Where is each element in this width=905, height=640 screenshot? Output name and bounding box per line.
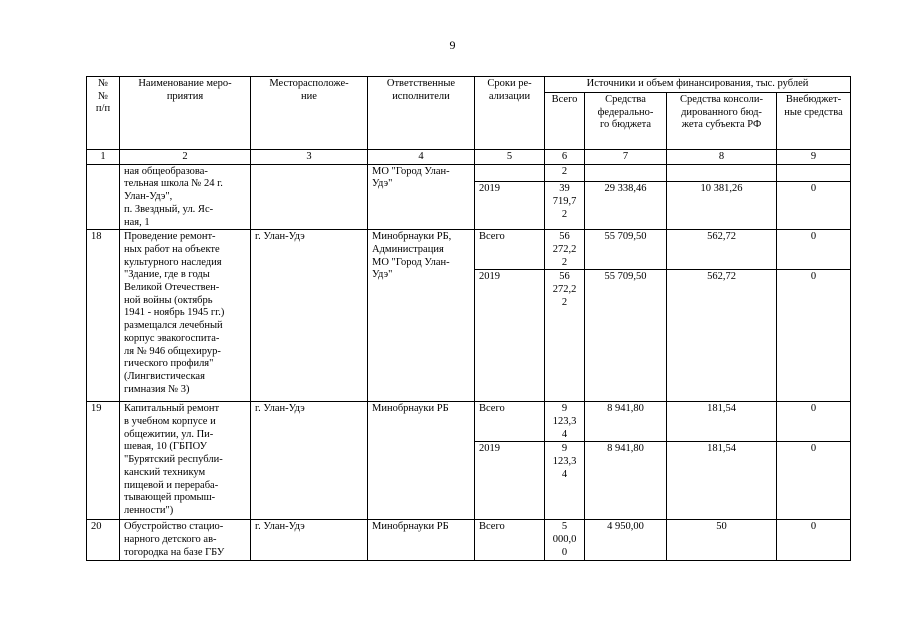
header-row-1 — [87, 77, 851, 93]
column-number: 1 — [87, 150, 120, 165]
column-number-row — [87, 150, 851, 165]
row-total: 56 272,2 2 — [545, 270, 585, 402]
row-location: г. Улан-Удэ — [251, 230, 368, 402]
row-total: 5 000,0 0 — [545, 520, 585, 560]
table-row — [87, 230, 851, 270]
column-number: 4 — [368, 150, 475, 165]
column-number: 8 — [667, 150, 777, 165]
row-location — [251, 164, 368, 230]
row-total: 2 — [545, 164, 585, 182]
column-number: 9 — [777, 150, 851, 165]
row-federal: 8 941,80 — [585, 402, 667, 442]
row-num: 20 — [87, 520, 120, 560]
row-num: 18 — [87, 230, 120, 402]
row-total: 9 123,3 4 — [545, 442, 585, 520]
row-name: ная общеобразова- тельная школа № 24 г. Улан-Удэ", п. Звездный, ул. Яс- ная, 1 — [120, 164, 251, 230]
column-number: 6 — [545, 150, 585, 165]
header-consolidated: Средства консоли- дированного бюд- жета субъекта РФ — [667, 93, 777, 150]
row-consolidated — [667, 164, 777, 182]
row-extra: 0 — [777, 230, 851, 270]
table-row — [87, 520, 851, 560]
table-row — [87, 164, 851, 182]
header-sources: Источники и объем финансирования, тыс. рублей — [545, 77, 851, 93]
row-executors: Минобрнауки РБ — [368, 520, 475, 560]
row-total: 39 719,7 2 — [545, 182, 585, 230]
financing-table — [86, 76, 851, 561]
row-executors: Минобрнауки РБ — [368, 402, 475, 520]
row-extra: 0 — [777, 270, 851, 402]
row-num: 19 — [87, 402, 120, 520]
row-consolidated: 562,72 — [667, 270, 777, 402]
header-location: Месторасположе- ние — [251, 77, 368, 150]
row-consolidated: 10 381,26 — [667, 182, 777, 230]
row-federal: 4 950,00 — [585, 520, 667, 560]
column-number: 2 — [120, 150, 251, 165]
header-total: Всего — [545, 93, 585, 150]
row-executors: Минобрнауки РБ, Администрация МО "Город Улан- Удэ" — [368, 230, 475, 402]
row-extra: 0 — [777, 402, 851, 442]
row-term: 2019 — [475, 270, 545, 402]
page-number: 9 — [449, 38, 456, 52]
row-term: Всего — [475, 230, 545, 270]
row-location: г. Улан-Удэ — [251, 520, 368, 560]
header-executors: Ответственные исполнители — [368, 77, 475, 150]
header-terms: Сроки ре- ализации — [475, 77, 545, 150]
column-number: 3 — [251, 150, 368, 165]
row-consolidated: 562,72 — [667, 230, 777, 270]
row-term: Всего — [475, 520, 545, 560]
row-federal: 55 709,50 — [585, 270, 667, 402]
row-extra: 0 — [777, 182, 851, 230]
column-number: 7 — [585, 150, 667, 165]
row-term: 2019 — [475, 182, 545, 230]
row-term: 2019 — [475, 442, 545, 520]
header-federal: Средства федерально- го бюджета — [585, 93, 667, 150]
row-extra: 0 — [777, 520, 851, 560]
row-name: Капитальный ремонт в учебном корпусе и общежитии, ул. Пи- шевая, 10 (ГБПОУ "Бурятский республи- канский техникум пищевой и перераба- тывающей промыш- ленности") — [120, 402, 251, 520]
row-consolidated: 181,54 — [667, 402, 777, 442]
column-number: 5 — [475, 150, 545, 165]
row-federal — [585, 164, 667, 182]
row-extra: 0 — [777, 442, 851, 520]
row-name: Проведение ремонт- ных работ на объекте культурного наследия "Здание, где в годы Великой Отечествен- ной войны (октябрь 1941 - ноябрь 1945 гг.) размещался лечебный корпус эвакогоспита- ля № 946 общехирур- гического профиля" (Лингвистическая гимназия № 3) — [120, 230, 251, 402]
row-num — [87, 164, 120, 230]
row-total: 56 272,2 2 — [545, 230, 585, 270]
row-extra — [777, 164, 851, 182]
row-term: Всего — [475, 402, 545, 442]
row-total: 9 123,3 4 — [545, 402, 585, 442]
row-location: г. Улан-Удэ — [251, 402, 368, 520]
row-consolidated: 50 — [667, 520, 777, 560]
row-name: Обустройство стацио- нарного детского ав- тогородка на базе ГБУ — [120, 520, 251, 560]
row-consolidated: 181,54 — [667, 442, 777, 520]
header-name: Наименование меро- приятия — [120, 77, 251, 150]
header-extra: Внебюджет- ные средства — [777, 93, 851, 150]
row-executors: МО "Город Улан- Удэ" — [368, 164, 475, 230]
header-num: № № п/п — [87, 77, 120, 150]
row-federal: 55 709,50 — [585, 230, 667, 270]
row-federal: 29 338,46 — [585, 182, 667, 230]
row-term — [475, 164, 545, 182]
row-federal: 8 941,80 — [585, 442, 667, 520]
table-row — [87, 402, 851, 442]
